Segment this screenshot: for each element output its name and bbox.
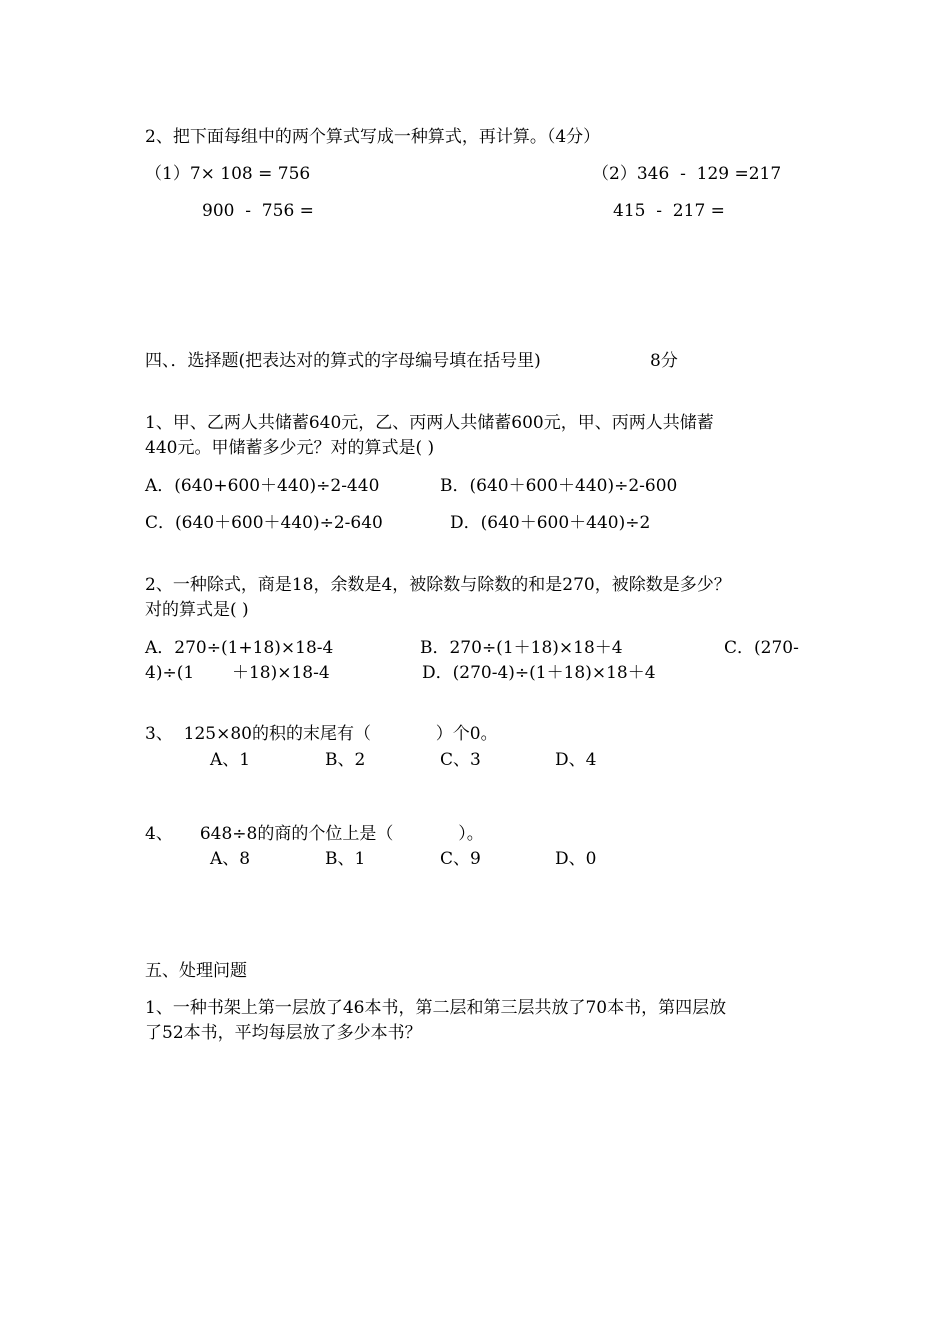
group-1-equation-1: （1）7× 108 = 756 [145,164,311,184]
section-five-heading: 五、处理问题 [145,961,247,981]
choice-q2-option-b: B．270÷(1＋18)×18＋4 [420,638,623,658]
problem-q1-line1: 1、一种书架上第一层放了46本书，第二层和第三层共放了70本书，第四层放 [145,998,727,1018]
choice-q2-option-d: D．(270-4)÷(1＋18)×18＋4 [422,663,656,683]
choice-q3-stem: 3、 125×80的积的末尾有（ ）个0。 [145,724,498,744]
choice-q4-stem: 4、 648÷8的商的个位上是（ ）。 [145,824,484,844]
group-1-equation-2: 900 - 756 = [202,201,314,221]
choice-q2-option-a: A．270÷(1+18)×18-4 [145,638,334,658]
choice-q2-option-c-part2: 4)÷(1 ＋18)×18-4 [145,663,330,683]
choice-q1-option-d: D．(640＋600＋440)÷2 [450,513,651,533]
choice-q1-option-a: A．(640+600＋440)÷2-440 [145,476,380,496]
choice-q4-option-d: D、0 [555,849,597,869]
choice-q2-line2: 对的算式是( ) [145,600,249,620]
choice-q1-option-b: B．(640＋600＋440)÷2-600 [440,476,678,496]
group-2-equation-2: 415 - 217 = [613,201,725,221]
question-2-title: 2、把下面每组中的两个算式写成一种算式，再计算。（4分） [145,127,601,147]
choice-q2-option-c-part1: C．(270- [724,638,799,658]
choice-q2-line1: 2、一种除式，商是18，余数是4，被除数与除数的和是270，被除数是多少？ [145,575,731,595]
choice-q1-line1: 1、甲、乙两人共储蓄640元，乙、丙两人共储蓄600元，甲、丙两人共储蓄 [145,413,714,433]
choice-q3-option-a: A、1 [210,750,251,770]
choice-q1-line2: 440元。甲储蓄多少元？对的算式是( ) [145,438,435,458]
section-four-heading: 四、．选择题(把表达对的算式的字母编号填在括号里) [145,351,541,371]
problem-q1-line2: 了52本书，平均每层放了多少本书？ [145,1023,422,1043]
choice-q3-option-b: B、2 [325,750,366,770]
choice-q1-option-c: C．(640＋600＋440)÷2-640 [145,513,383,533]
choice-q4-option-c: C、9 [440,849,481,869]
choice-q4-option-a: A、8 [210,849,251,869]
choice-q3-option-d: D、4 [555,750,597,770]
group-2-equation-1: （2）346 - 129 =217 [592,164,782,184]
choice-q4-option-b: B、1 [325,849,366,869]
section-four-score: 8分 [650,351,678,371]
choice-q3-option-c: C、3 [440,750,481,770]
